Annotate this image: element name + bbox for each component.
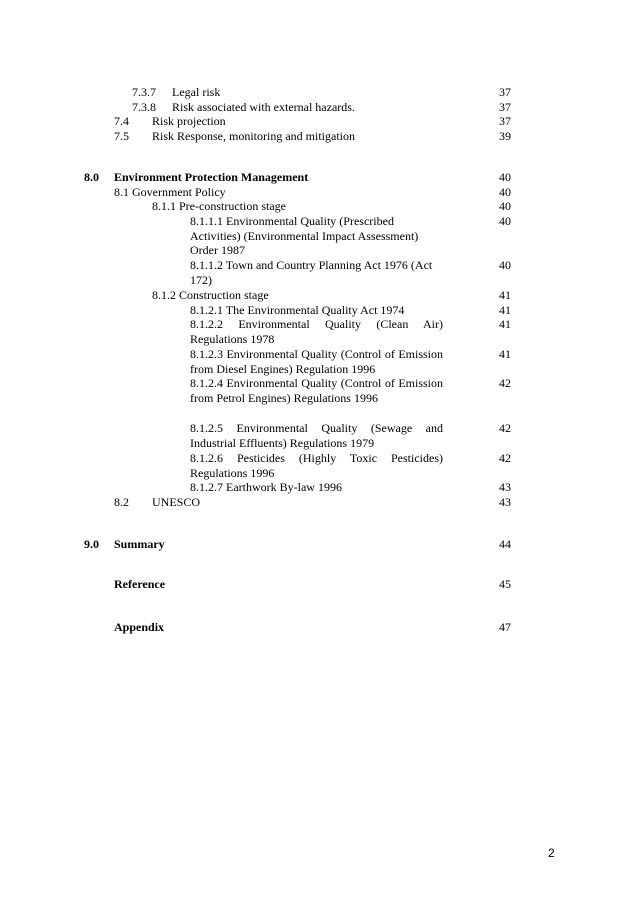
- toc-entry-title: 8.1.2.5 Environmental Quality (Sewage and Industrial Effluents) Regulations 1979: [190, 421, 443, 450]
- toc-entry-title: 8.1.1 Pre-construction stage: [152, 199, 286, 213]
- toc-entry-title: 8.1.2.7 Earthwork By-law 1996: [190, 480, 342, 494]
- toc-entry-title: 8.1.1.2 Town and Country Planning Act 1976 (Act 172): [190, 258, 433, 287]
- toc-entry-title: 8.1.2.6 Pesticides (Highly Toxic Pesticides) Regulations 1996: [190, 451, 443, 480]
- toc-page-number: 37: [499, 114, 511, 128]
- toc-entry-title: 8.1.2.2 Environmental Quality (Clean Air) Regulations 1978: [190, 317, 443, 346]
- toc-entry-title: 8.1.2.3 Environmental Quality (Control of Emission from Diesel Engines) Regulation 1996: [190, 347, 443, 376]
- toc-page-number: 44: [499, 537, 511, 551]
- toc-section-title: Reference: [114, 577, 166, 591]
- toc-number: 7.3.8: [132, 100, 156, 114]
- toc-entry-title: 8.1 Government Policy: [114, 185, 226, 199]
- toc-page-number: 40: [499, 258, 511, 272]
- toc-page-number: 43: [499, 480, 511, 494]
- toc-entry-title: 8.1.2.4 Environmental Quality (Control of Emission from Petrol Engines) Regulations 1996: [190, 376, 443, 405]
- toc-page-number: 47: [499, 620, 511, 634]
- toc-entry-title: 8.1.1.1 Environmental Quality (Prescribed Activities) (Environmental Impact Assessment) Order 1987: [190, 214, 419, 258]
- toc-page-number: 42: [499, 451, 511, 465]
- toc-page-number: 41: [499, 288, 511, 302]
- toc-page-number: 43: [499, 495, 511, 509]
- toc-page-number: 39: [499, 129, 511, 143]
- toc-page-number: 45: [499, 577, 511, 591]
- toc-section-number: 8.0: [84, 170, 99, 184]
- toc-section-title: Environment Protection Management: [114, 170, 309, 184]
- toc-page-number: 37: [499, 100, 511, 114]
- toc-entry-title: 8.1.2 Construction stage: [152, 288, 269, 302]
- page-number: 2: [548, 846, 555, 860]
- toc-section-title: Summary: [114, 537, 165, 551]
- toc-number: 7.3.7: [132, 85, 156, 99]
- toc-page-number: 37: [499, 85, 511, 99]
- toc-page-number: 40: [499, 170, 511, 184]
- toc-entry-title: 8.1.2.1 The Environmental Quality Act 1974: [190, 303, 405, 317]
- toc-entry-title: Risk projection: [152, 114, 226, 128]
- toc-page-number: 41: [499, 303, 511, 317]
- toc-entry-title: UNESCO: [152, 495, 201, 509]
- toc-entry-title: Risk Response, monitoring and mitigation: [152, 129, 355, 143]
- toc-number: 7.4: [114, 114, 129, 128]
- toc-entry-title: Legal risk: [172, 85, 221, 99]
- toc-page-number: 40: [499, 214, 511, 228]
- toc-page-number: 42: [499, 376, 511, 390]
- toc-entry-title: Risk associated with external hazards.: [172, 100, 355, 114]
- toc-page-number: 42: [499, 421, 511, 435]
- toc-page-number: 41: [499, 347, 511, 361]
- toc-page-number: 40: [499, 185, 511, 199]
- toc-page-number: 41: [499, 317, 511, 331]
- toc-page-number: 40: [499, 199, 511, 213]
- toc-number: 7.5: [114, 129, 129, 143]
- toc-section-number: 9.0: [84, 537, 99, 551]
- toc-section-title: Appendix: [114, 620, 165, 634]
- toc-number: 8.2: [114, 495, 129, 509]
